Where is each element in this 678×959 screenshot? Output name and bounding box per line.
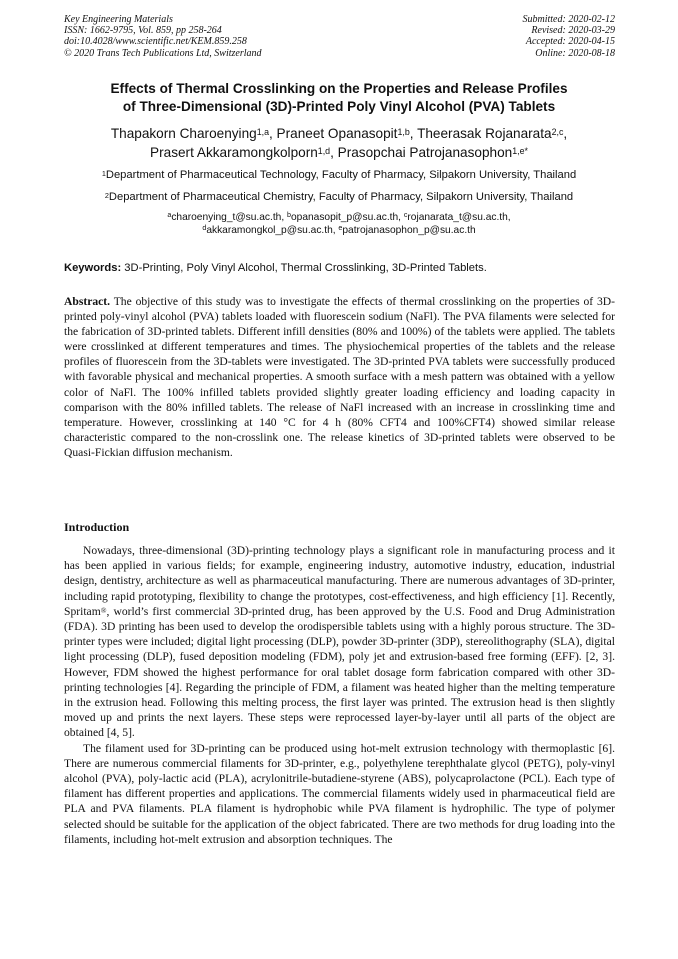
author-name: Theerasak Rojanarata — [417, 126, 552, 141]
author-list — [30, 124, 648, 162]
author-line-2 — [30, 143, 648, 162]
date-accepted: Accepted: 2020-04-15 — [525, 36, 615, 48]
email-link[interactable]: rojanarata_t@su.ac.th, — [407, 212, 511, 223]
paragraph — [64, 543, 615, 741]
abstract-label: Abstract. — [64, 295, 111, 308]
title-line-1: Effects of Thermal Crosslinking on the Properties and Release Profiles — [110, 81, 568, 96]
keywords-label: Keywords: — [64, 262, 122, 274]
paper-title — [40, 80, 638, 116]
journal-name: Key Engineering Materials — [64, 14, 173, 25]
keywords-text: 3D-Printing, Poly Vinyl Alcohol, Thermal Crosslinking, 3D-Printed Tablets. — [121, 262, 487, 274]
journal-info — [64, 14, 262, 59]
date-submitted: Submitted: 2020-02-12 — [522, 14, 615, 25]
email-mark: a — [167, 211, 172, 219]
author-line-1 — [30, 124, 648, 143]
email-line-1 — [30, 211, 648, 224]
email-line-2 — [30, 224, 648, 237]
affiliation-2 — [30, 190, 648, 204]
keywords — [64, 261, 615, 275]
affiliation-mark: 2 — [104, 191, 109, 200]
email-link[interactable]: opanasopit_p@su.ac.th, — [290, 212, 404, 223]
email-link[interactable]: patrojanasophon_p@su.ac.th — [342, 225, 476, 236]
author-emails — [30, 211, 648, 237]
paragraph: The filament used for 3D-printing can be produced using hot-melt extrusion technology with thermoplastic [6]. There are numerous commercial filaments for 3D-printer, e.g., polyethylene terephthalate glycol (PETG), poly-vinyl alcohol (PVA), poly-lactic acid (PLA), acrylonitrile-butadiene-styrene (ABS), polycaprolactone (PCL). Each type of filament has different properties and applications. The commercial filaments widely used in pharmaceutical field are PLA and PVA filaments. PLA filament is hydrophobic while PVA filament is hydrophilic. The type of polymer selected should be suitable for the application of the object fabricated. There are two methods for drug loading into the filaments, including hot-melt extrusion and absorption techniques. The — [64, 741, 615, 846]
email-mark: c — [403, 211, 408, 219]
affiliation-text: Department of Pharmaceutical Chemistry, Faculty of Pharmacy, Silpakorn University, Thailand — [108, 191, 574, 203]
affiliation-text: Department of Pharmaceutical Technology, Faculty of Pharmacy, Silpakorn University, Thailand — [105, 169, 577, 181]
email-mark: d — [202, 224, 207, 232]
author-name: Prasert Akkaramongkolporn — [150, 145, 318, 160]
author-affil-mark: 2,c — [551, 127, 564, 137]
introduction-body — [64, 543, 615, 847]
author-separator: , — [268, 126, 277, 141]
email-link[interactable]: akkaramongkol_p@su.ac.th, — [206, 225, 339, 236]
abstract — [64, 294, 615, 460]
affiliation-mark: 1 — [101, 169, 106, 178]
date-online: Online: 2020-08-18 — [535, 47, 615, 59]
author-name: Praneet Opanasopit — [276, 126, 398, 141]
paragraph-text: , world’s first commercial 3D-printed drug, has been approved by the U.S. Food and Drug Administration (FDA). 3D printing has been used to develop the orodispersible tablets using with a highly porous structure. The 3D-printer types were included; digital light processing (DLP), powder 3D-printer (3DP), stereolithography (SLA), digital light processing (DLP), fused deposition modeling (FDM), poly jet and extrusion-based free forming (EFF). [2, 3]. However, FDM showed the highest performance for oral tablet dosage form fabrication compared with other 3D-printing technologies [4]. Regarding the principle of FDM, a filament was heated higher than the melting temperature in the extrusion head. Following this melting process, the first layer was printed. The extrusion head is then slightly moved up and prints the next layers. These steps were reprocessed layer-by-layer until all parts of the object are obtained [4, 5]. — [64, 604, 615, 740]
abstract-text: The objective of this study was to investigate the effects of thermal crosslinking on the properties of 3D-printed poly-vinyl alcohol (PVA) tablets loaded with fluorescein sodium (NaFl). The PVA filaments were selected for the fabrication of 3D-printed tablets. Different infill densities (80% and 100%) of the tablets were applied. The tablets were crosslinked at different temperatures and times. The physiochemical properties of the tablets and the release profiles of fluorescein from the 3D-tablets were investigated. The 3D-printed PVA tablets were successfully produced with favorable physical and mechanical properties. A smooth surface with a mesh pattern was obtained with a yellow color of NaFl. The 100% infilled tablets provided slightly greater loading efficiency and loading capacity in comparison with the 80% infilled tablets. The release of NaFl increased with an increase in crosslinking time and temperature. However, crosslinking at 140 °C for 4 h (80% CFT4 and 100%CFT4) showed similar release characteristic compared to the non-crosslink one. The release kinetics of 3D-printed tablets were observed to be Quasi-Fickian diffusion mechanism. — [64, 295, 615, 459]
author-name: Prasopchai Patrojanasophon — [337, 145, 513, 160]
article-dates — [523, 14, 616, 59]
email-link[interactable]: charoenying_t@su.ac.th, — [171, 212, 288, 223]
author-affil-mark: 1,a — [256, 127, 269, 137]
journal-issn: ISSN: 1662-9795, Vol. 859, pp 258-264 — [64, 25, 222, 37]
author-affil-mark: 1,b — [397, 127, 410, 137]
author-affil-mark: 1,d — [317, 146, 331, 156]
author-name: Thapakorn Charoenying — [110, 126, 257, 141]
registered-mark: ® — [100, 605, 107, 615]
author-separator: , — [330, 145, 338, 160]
email-mark: b — [287, 211, 291, 219]
title-line-2: of Three-Dimensional (3D)-Printed Poly Vinyl Alcohol (PVA) Tablets — [122, 99, 556, 114]
journal-copyright: © 2020 Trans Tech Publications Ltd, Switzerland — [64, 47, 262, 59]
author-affil-mark: 1,e* — [512, 146, 528, 156]
author-separator: , — [563, 126, 568, 141]
email-mark: e — [338, 224, 343, 232]
author-separator: , — [409, 126, 418, 141]
section-heading-introduction: Introduction — [64, 520, 130, 534]
journal-doi: doi:10.4028/www.scientific.net/KEM.859.258 — [64, 36, 247, 48]
affiliation-1 — [30, 168, 648, 182]
date-revised: Revised: 2020-03-29 — [531, 25, 615, 37]
paragraph-text: Nowadays, three-dimensional (3D)-printing technology plays a significant role in manufacturing process and it has been applied in various fields; for example, engineering industry, automotive industry, education, industrial design, dentistry, architecture as well as pharmaceutical manufacturing. There are numerous advantages of 3D-printer, including rapid prototyping, flexibility to change the prototypes, cost-effectiveness, and high efficiency [1]. Recently, Spritam — [64, 544, 615, 618]
